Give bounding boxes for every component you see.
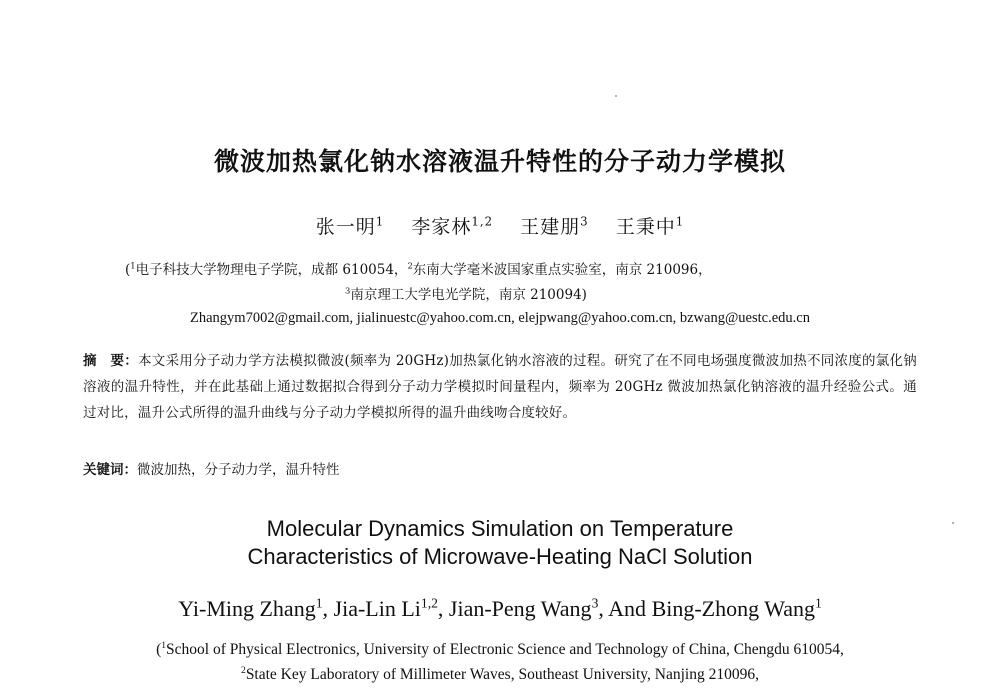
abstract-text: 本文采用分子动力学方法模拟微波(频率为 20GHz)加热氯化钠水溶液的过程。研究了在不同电场强度微波加热不同浓度的氯化钠溶液的温升特性，并在此基础上通过数据拟合得到分子动力学模拟时间量程内，频率为 20GHz 微波加热氯化钠溶液的温升经验公式。通过对比，温升公式所得的温升曲线与分子动力学模拟所得的温升曲线吻合度较好。	[83, 353, 917, 421]
affiliation-en-line-2: $^2$State Key Laboratory of Millimeter Waves, Southeast University, Nanjing 210096,	[241, 664, 759, 683]
paper-title-cn: 微波加热氯化钠水溶液温升特性的分子动力学模拟	[213, 147, 786, 176]
author-en-1: Yi-Ming Zhang	[178, 596, 316, 621]
keywords-cn	[83, 458, 340, 478]
keywords-label: 关键词：	[83, 462, 137, 478]
abstract-label: 摘 要：	[83, 353, 139, 369]
author-cn-1: 张一明$^1$	[315, 214, 385, 238]
author-cn-4: 王秉中$^1$	[615, 214, 685, 238]
author-en-3: Jian-Peng Wang	[448, 596, 592, 621]
author-en-2: Jia-Lin Li	[333, 596, 421, 621]
scan-speck	[615, 95, 617, 97]
author-cn-3: 王建朋$^3$	[520, 214, 589, 238]
author-emails: Zhangym7002@gmail.com, jialinuestc@yahoo.com.cn, elejpwang@yahoo.com.cn, bzwang@uestc.edu.cn	[190, 310, 810, 326]
paper-title-en-line-1: Molecular Dynamics Simulation on Temperature	[266, 516, 734, 541]
abstract-cn	[83, 348, 917, 426]
author-list-cn	[0, 212, 1000, 239]
author-cn-2: 李家林$^{1,2}$	[411, 214, 494, 238]
author-en-4: Bing-Zhong Wang	[651, 596, 815, 621]
keywords-text: 微波加热，分子动力学，温升特性	[137, 462, 340, 478]
author-list-en: Yi-Ming Zhang$^1$, Jia-Lin Li$^{1,2}$, Jian-Peng Wang$^3$, And Bing-Zhong Wang$^1$	[178, 595, 822, 621]
affiliation-en-line-1: ($^1$School of Physical Electronics, University of Electronic Science and Technology of China, Chengdu 610054,	[156, 639, 844, 658]
affiliation-cn-line-2: $^3$南京理工大学电光学院，南京 210094)	[345, 285, 587, 303]
affiliation-cn-line-1: ($^1$电子科技大学物理电子学院，成都 610054，$^2$东南大学毫米波国家重点实验室，南京 210096，	[125, 260, 712, 278]
paper-title-en-line-2: Characteristics of Microwave-Heating NaCl Solution	[247, 544, 753, 569]
